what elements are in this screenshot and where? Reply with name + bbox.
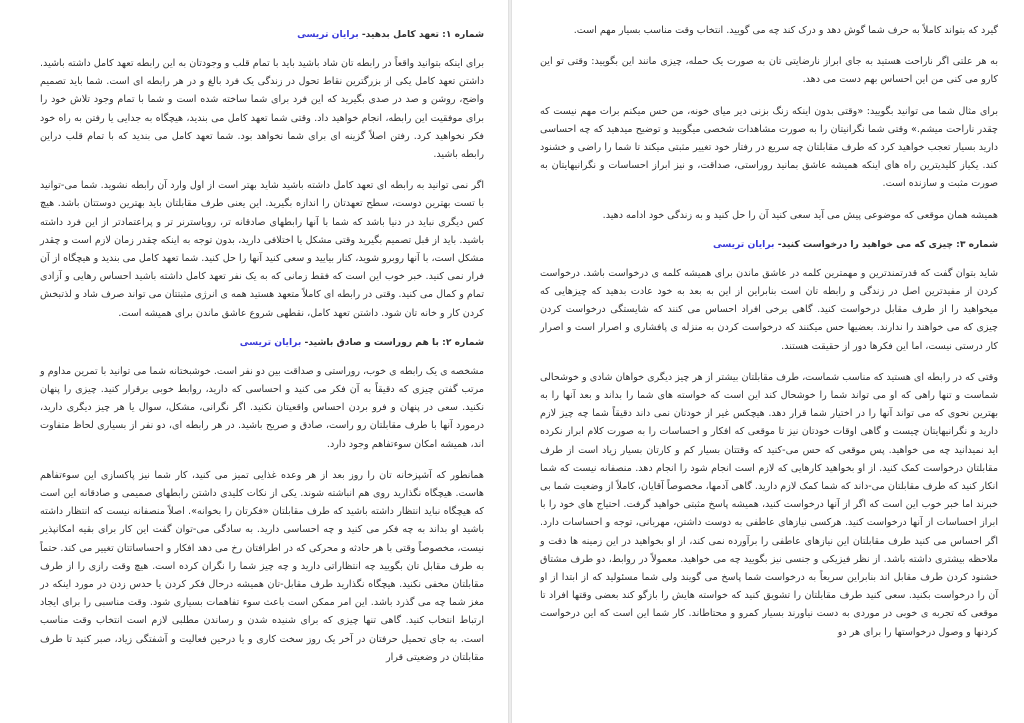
article1-paragraph-1: برای اینکه بتوانید واقعاً در رابطه تان شاد باشید باید با تمام قلب و وجودتان به این رابطه تعهد کامل داشته باشید. داشتن تعهد کامل یکی از بزرگترین نقاط تحول در زندگی یک فرد بالغ و در هر رابطه ای است. شما باید تصمیم واضح، روشن و صد در صدی بگیرید که این فرد برای شما ساخته شده است و شما با تمام وجود تلاش خود را برای موفقیت این رابطه، انجام خواهید داد. وقتی شما تعهد کامل می بندید، هیچگاه به جدایی یا رفتن به راه خود فکر نخواهید کرد. رفتن اصلاً گزینه ای برای شما نخواهد بود. شما تعهد کامل می بندید که با تمام قلب دراین رابطه باشید. — [40, 58, 484, 161]
article1-paragraph-2: اگر نمی توانید به رابطه ای تعهد کامل داشته باشید شاید بهتر است از اول وارد آن رابطه نشوید. شما می-توانید با تست بهترین دوست، سطح تعهدتان را اندازه بگیرید. این یعنی طرف مقابلتان باید بهترین دوستتان باشد. هیچ کس دیگری نباید در دنیا باشد که شما با آنها رابطهای صادقانه تر، رویاسترنر تر و پراعتمادتر از این فرد داشته باشید. باید از قبل تصمیم بگیرید وقتی مشکل یا اختلافی دارید، بدون توجه به اینکه چقدر زمان لازم است و چقدر مشکل است، با آنها روبرو شوید، کنار بیایید و سعی کنید آنها را حل کنید. شما تعهد کامل می بندید و هیچگاه از آن فرار نمی کنید. خبر خوب این است که فقط زمانی که به یک نفر تعهد کامل داشته باشید احساس رهایی و آزادی تمام و کمال می کنید. وقتی در رابطه ای کاملاً متعهد هستید همه ی انرژی مثبتتان می تواند صرف شاد و لذتبخش کردن کار و خانه تان شود. داشتن تعهد کامل، نقطهی شروع عاشق ماندن برای همیشه است. — [40, 180, 484, 319]
left-page — [0, 0, 508, 723]
intro-paragraph-2: به هر علتی اگر ناراحت هستید به جای ابراز نارضایتی تان به صورت یک حمله، چیزی مانند این بگویید: وقتی تو این کارو می کنی من این احساس بهم دست می دهد. — [540, 56, 998, 86]
article1-author: برایان تریسی — [297, 29, 359, 40]
article1-heading — [40, 28, 484, 42]
article3-heading — [540, 238, 998, 252]
right-page-content — [540, 22, 998, 655]
article3-paragraph-1: شاید بتوان گفت که قدرتمندترین و مهمترین کلمه در عاشق ماندن برای همیشه کلمه ی درخواست باشد. درخواست کردن از مفیدترین اصل در زندگی و رابطه تان است بنابراین از این به بعد به خود عادت بدهید که چیزهایی که میخواهید را از طرف مقابل درخواست کنید. گاهی برخی افراد احساس می کنند که شایستگی درخواست کردن چیزی که می خواهند را ندارند. بعضیها حس میکنند که درخواست کردن به منزله ی پافشاری و اصرار است و اصرار کار درستی نیست، اما این فکرها دور از حقیقت هستند. — [540, 267, 998, 352]
article3-author: برایان تریسی — [712, 238, 775, 250]
left-page-content — [40, 22, 484, 680]
right-page — [512, 0, 1024, 723]
article2-author: برایان تریسی — [239, 336, 302, 348]
article3-heading-text: شماره ۳: چیزی که می خواهید را درخواست کنید- — [774, 238, 998, 250]
article2-heading-text: شماره ۲: با هم روراست و صادق باشید- — [301, 336, 484, 348]
article3-paragraph-2: وقتی که در رابطه ای هستید که مناسب شماست، طرف مقابلتان بیشتر از هر چیز دیگری خواهان شادی و خوشحالی شماست و تنها راهی که او می تواند شما را خوشحال کند این است که خواسته های شما را بداند و بعد آنها را به بهترین نحوی که می تواند آنها را در اختیار شما قرار دهد. هیچکس غیر از خودتان نمی داند دقیقاً شما چه چیز لازم دارید و نگرانیهایتان چیست و گاهی اوقات خودتان نیز تا موقعی که افکار و احساسات را به صورت کلام ابراز نکرده اید نمیدانید چه می خواهید. پس موقعی که حس می-کنید که وقتتان بسیار کم و کارتان بسیار زیاد است از طرف مقابلتان درخواست کمک کنید. از او بخواهید کارهایی که لازم است انجام شود را انجام دهد. منصفانه نیست که شما انکار کنید که طرف مقابلتان می-داند که شما کمک لازم دارید. گاهی آدمها، مخصوصاً آقایان، کاملاً از وضعیت شما بی خبرند اما خبر خوب این است که اگر از آنها درخواست کنید، همیشه پاسخ مثبتی خواهید گرفت. احتیاج های خود را با ابراز احساسات از آنها درخواست کنید. هرکسی نیازهای عاطفی به دوست داشتن، مهربانی، توجه و احساسات دارد. اگر احساس می کنید طرف مقابلتان این نیازهای عاطفی را برآورده نمی کند، از او بخواهید در این زمینه ها دقت و ملاحظه بیشتری داشته باشد. از نظر فیزیکی و جنسی نیز بگویید چه می خواهید. معمولاً در روابط، دو طرف مشتاق خشنود کردن طرف مقابل اند بنابراین سریعاً به درخواست شما پاسخ می گویند ولی شما مسئولید که از ابتدا از او آن را درخواست بکنید. سعی کنید طرف مقابلتان را تشویق کنید که خواسته هایش را بازگو کند بعضی وقتها افراد تا موقعی که تجربه ی خوبی در موردی به دست نیاورند بسیار کمرو و محتاطاند. کار شما این است که این درخواست کردنها و وصول درخواستها را برای هر دو — [540, 371, 998, 638]
intro-paragraph-4: همیشه همان موقعی که موضوعی پیش می آید سعی کنید آن را حل کنید و به زندگی خود ادامه دهید. — [602, 209, 998, 221]
article2-heading — [40, 336, 484, 350]
article2-paragraph-2: همانطور که آشپزخانه تان را روز بعد از هر وعده غذایی تمیز می کنید، کار شما نیز پاکسازی این سوءتفاهم هاست. هیچگاه نگذارید روی هم انباشته شوند. یکی از نکات کلیدی داشتن رابطهای صمیمی و صادقانه این است که هیچگاه نباید انتظار داشته باشید که طرف مقابلتان «فکرتان را بخوانه». اصلاً منصفانه نیست که انتظار داشته باشید او بداند به چه فکر می کنید و چه احساسی دارید. به سادگی می-توان گفت این کار برای بقیه امکانپذیر نیست، مخصوصاً وقتی با هر حادثه و محرکی که در اطرافتان رخ می دهد افکار و احساساتتان تغییر می کند. حتماً به طرف مقابل تان بگویید چه انتظاراتی دارید و چه چیز شما را نگران کرده است. هیچ وقت رازی را از طرف مقابلتان مخفی نکنید. هیچگاه نگذارید طرف مقابل-تان همیشه درحال فکر کردن یا حدس زدن در مورد اینکه در مغز شما چه می گذرد باشد. این امر ممکن است باعث سوء تفاهمات بسیاری شود. وقت مناسبی را برای ایجاد ارتباط انتخاب کنید. گاهی تنها چیزی که برای شنیده شدن و رساندن مطلبی لازم است انتخاب وقت مناسب است. به جای تحمیل حرفتان در آخر یک روز سخت کاری و یا درحین فعالیت و آشفتگی زیاد، صبر کنید تا طرف مقابلتان در وضعیتی قرار — [40, 469, 484, 663]
article1-heading-text: شماره ۱: تعهد کامل بدهید- — [358, 29, 484, 40]
intro-paragraph-1: گیرد که بتواند کاملاً به حرف شما گوش دهد و درک کند چه می گویید. انتخاب وقت مناسب بسیار مهم است. — [573, 25, 998, 36]
intro-paragraph-3: برای مثال شما می توانید بگویید: «وقتی بدون اینکه زنگ بزنی دیر میای خونه، من حس میکنم برات مهم نیست که چقدر ناراحت میشم.» وقتی شما نگرانیتان را به صورت مشاهدات شخصی میگویید و توضیح میدهید که چه احساسی دارید بسیار تعجب خواهید کرد که طرف مقابلتان چه سریع در رفتار خود تغییر مثبتی میکند تا شما را راضی و خشنود کند. یکیاز کلیدیترین راه های اینکه همیشه عاشق بمانید روراستی، صداقت، و نیز ابراز احساسات و نگرانیهایتان به صورت مثبت و سازنده است. — [540, 105, 998, 190]
article2-paragraph-1: مشخصه ی یک رابطه ی خوب، روراستی و صداقت بین دو نفر است. خوشبختانه شما می توانید با تمرین مداوم و مرتب گفتن چیزی که دقیقاً به آن فکر می کنید و احساسی که دارید، روابط خوبی برقرار کنید. چیزی را پنهان نکنید. سعی در پنهان و فرو بردن احساس واقعیتان نکنید. اگر نگرانی، مشکل، سوال یا هر چیز دیگری دارید، درمورد آنها با طرف مقابلتان رو راست، صادق و صریح باشید. در هر رابطه ای، دو نفر از بسیاری لحاظ متفاوت اند، همیشه امکان سوءتفاهم وجود دارد. — [40, 365, 484, 450]
